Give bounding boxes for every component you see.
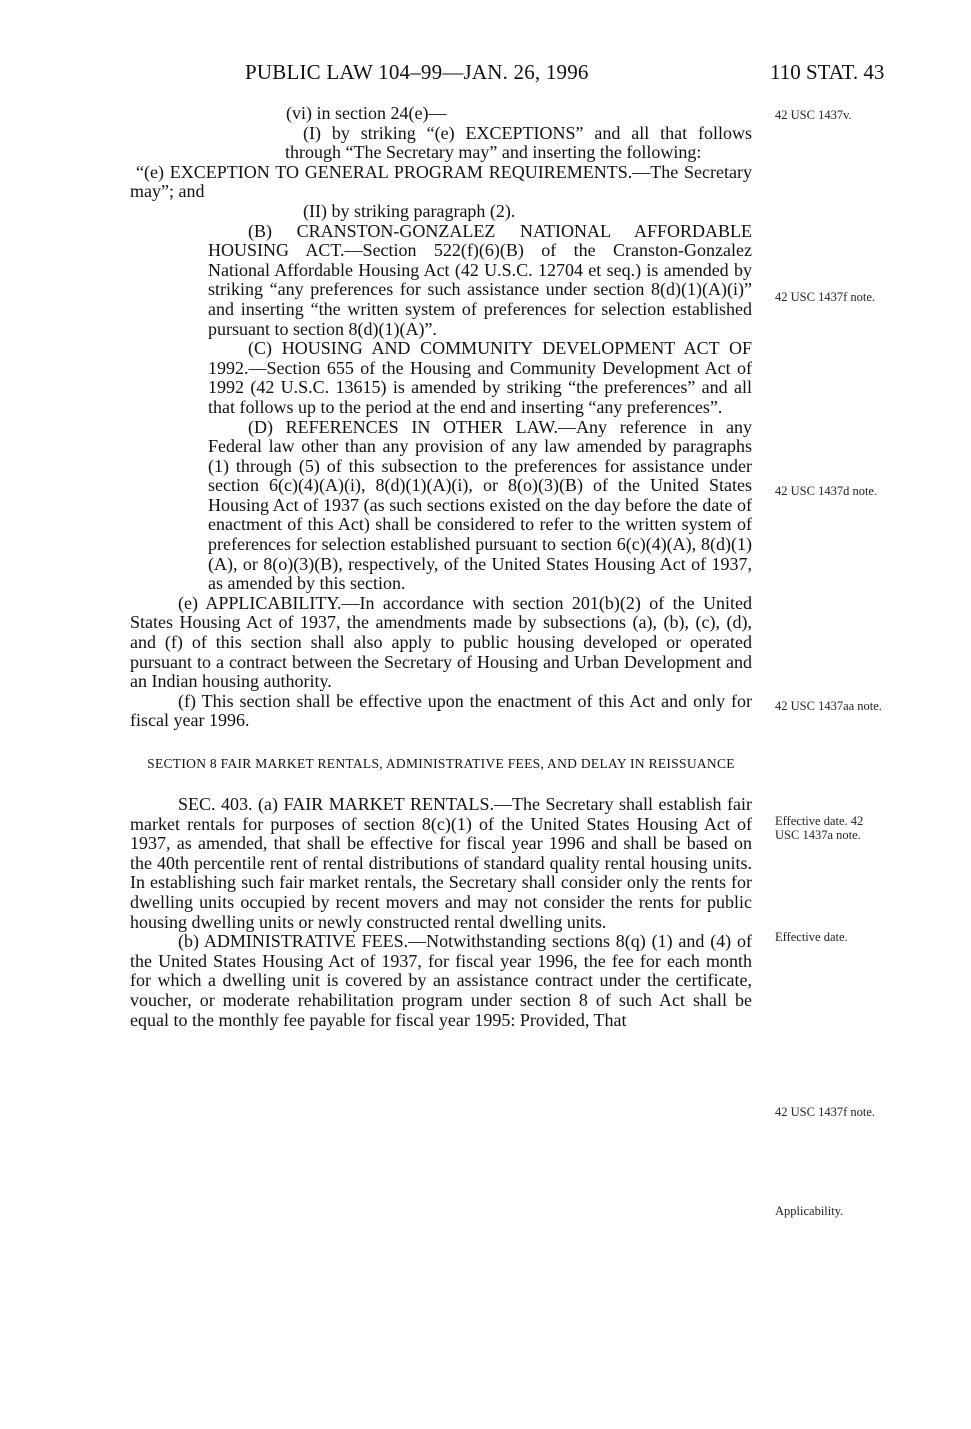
section-403-a: SEC. 403. (a) FAIR MARKET RENTALS.—The Secretary shall establish fair market rentals for purposes of section 8(c)(1) of the United States Housing Act of 1937, as amended, that shall be effective for fiscal year 1996 and shall be based on the 40th percentile rent of rental distributions of standard quality rental housing units. In establishing such fair market rentals, the Secretary shall consider only the rents for dwelling units occupied by recent movers and may not consider the rents for public housing dwelling units or newly constructed rental dwelling units. (130, 794, 752, 932)
subparagraph-B: (B) CRANSTON-GONZALEZ NATIONAL AFFORDABLE HOUSING ACT.—Section 522(f)(6)(B) of the Cranston-Gonzalez National Affordable Housing Act (42 U.S.C. 12704 et seq.) is amended by striking “any preferences for such assistance under section 8(d)(1)(A)(i)” and inserting “the written system of preferences for selection established pursuant to section 8(d)(1)(A)”. (208, 220, 752, 339)
section-heading: SECTION 8 FAIR MARKET RENTALS, ADMINISTRATIVE FEES, AND DELAY IN REISSUANCE (147, 756, 735, 771)
margin-note-3: 42 USC 1437d note. (775, 484, 878, 498)
subparagraph-C: (C) HOUSING AND COMMUNITY DEVELOPMENT ACT OF 1992.—Section 655 of the Housing and Community Development Act of 1992 (42 U.S.C. 13615) is amended by striking “the preferences” and all that follows up to the period at the end and inserting “any preferences”. (208, 338, 752, 417)
section-403-b: (b) ADMINISTRATIVE FEES.—Notwithstanding sections 8(q) (1) and (4) of the United States Housing Act of 1937, for fiscal year 1996, the fee for each month for which a dwelling unit is covered by an assistance contract under the certificate, voucher, or moderate rehabilitation program under section 8 of such Act shall be equal to the monthly fee payable for fiscal year 1995: Provided, That (130, 931, 752, 1030)
clause-vi: (vi) in section 24(e)— (286, 103, 447, 123)
margin-note-4: 42 USC 1437aa note. (775, 699, 882, 713)
margin-note-7: 42 USC 1437f note. (775, 1105, 875, 1119)
running-header: PUBLIC LAW 104–99—JAN. 26, 1996 (245, 60, 589, 84)
margin-note-5: Effective date. 42 USC 1437a note. (775, 814, 864, 842)
margin-note-1: 42 USC 1437v. (775, 108, 852, 122)
margin-note-2: 42 USC 1437f note. (775, 290, 875, 304)
quoted-insert: “(e) EXCEPTION TO GENERAL PROGRAM REQUIREMENTS.—The Secretary may”; and (130, 161, 752, 202)
subclause-I: (I) by striking “(e) EXCEPTIONS” and all that follows through “The Secretary may” and inserting the following: (285, 122, 752, 163)
margin-note-6: Effective date. (775, 930, 848, 944)
page-citation: 110 STAT. 43 (770, 60, 885, 84)
subclause-II: (II) by striking paragraph (2). (303, 200, 516, 221)
subsection-e: (e) APPLICABILITY.—In accordance with section 201(b)(2) of the United States Housing Act of 1937, the amendments made by subsections (a), (b), (c), (d), and (f) of this section shall also apply to public housing developed or operated pursuant to a contract between the Secretary of Housing and Urban Development and an Indian housing authority. (130, 592, 752, 692)
subparagraph-D: (D) REFERENCES IN OTHER LAW.—Any reference in any Federal law other than any provision of any law amended by paragraphs (1) through (5) of this subsection to the preferences for assistance under section 6(c)(4)(A)(i), 8(d)(1)(A)(i), or 8(o)(3)(B) of the United States Housing Act of 1937 (as such sections existed on the day before the date of enactment of this Act) shall be considered to refer to the written system of preferences for selection established pursuant to section 6(c)(4)(A), 8(d)(1)(A), or 8(o)(3)(B), respectively, of the United States Housing Act of 1937, as amended by this section. (208, 416, 752, 594)
statute-text (130, 104, 752, 1030)
margin-note-8: Applicability. (775, 1204, 844, 1218)
subsection-f: (f) This section shall be effective upon the enactment of this Act and only for fiscal year 1996. (130, 690, 752, 731)
